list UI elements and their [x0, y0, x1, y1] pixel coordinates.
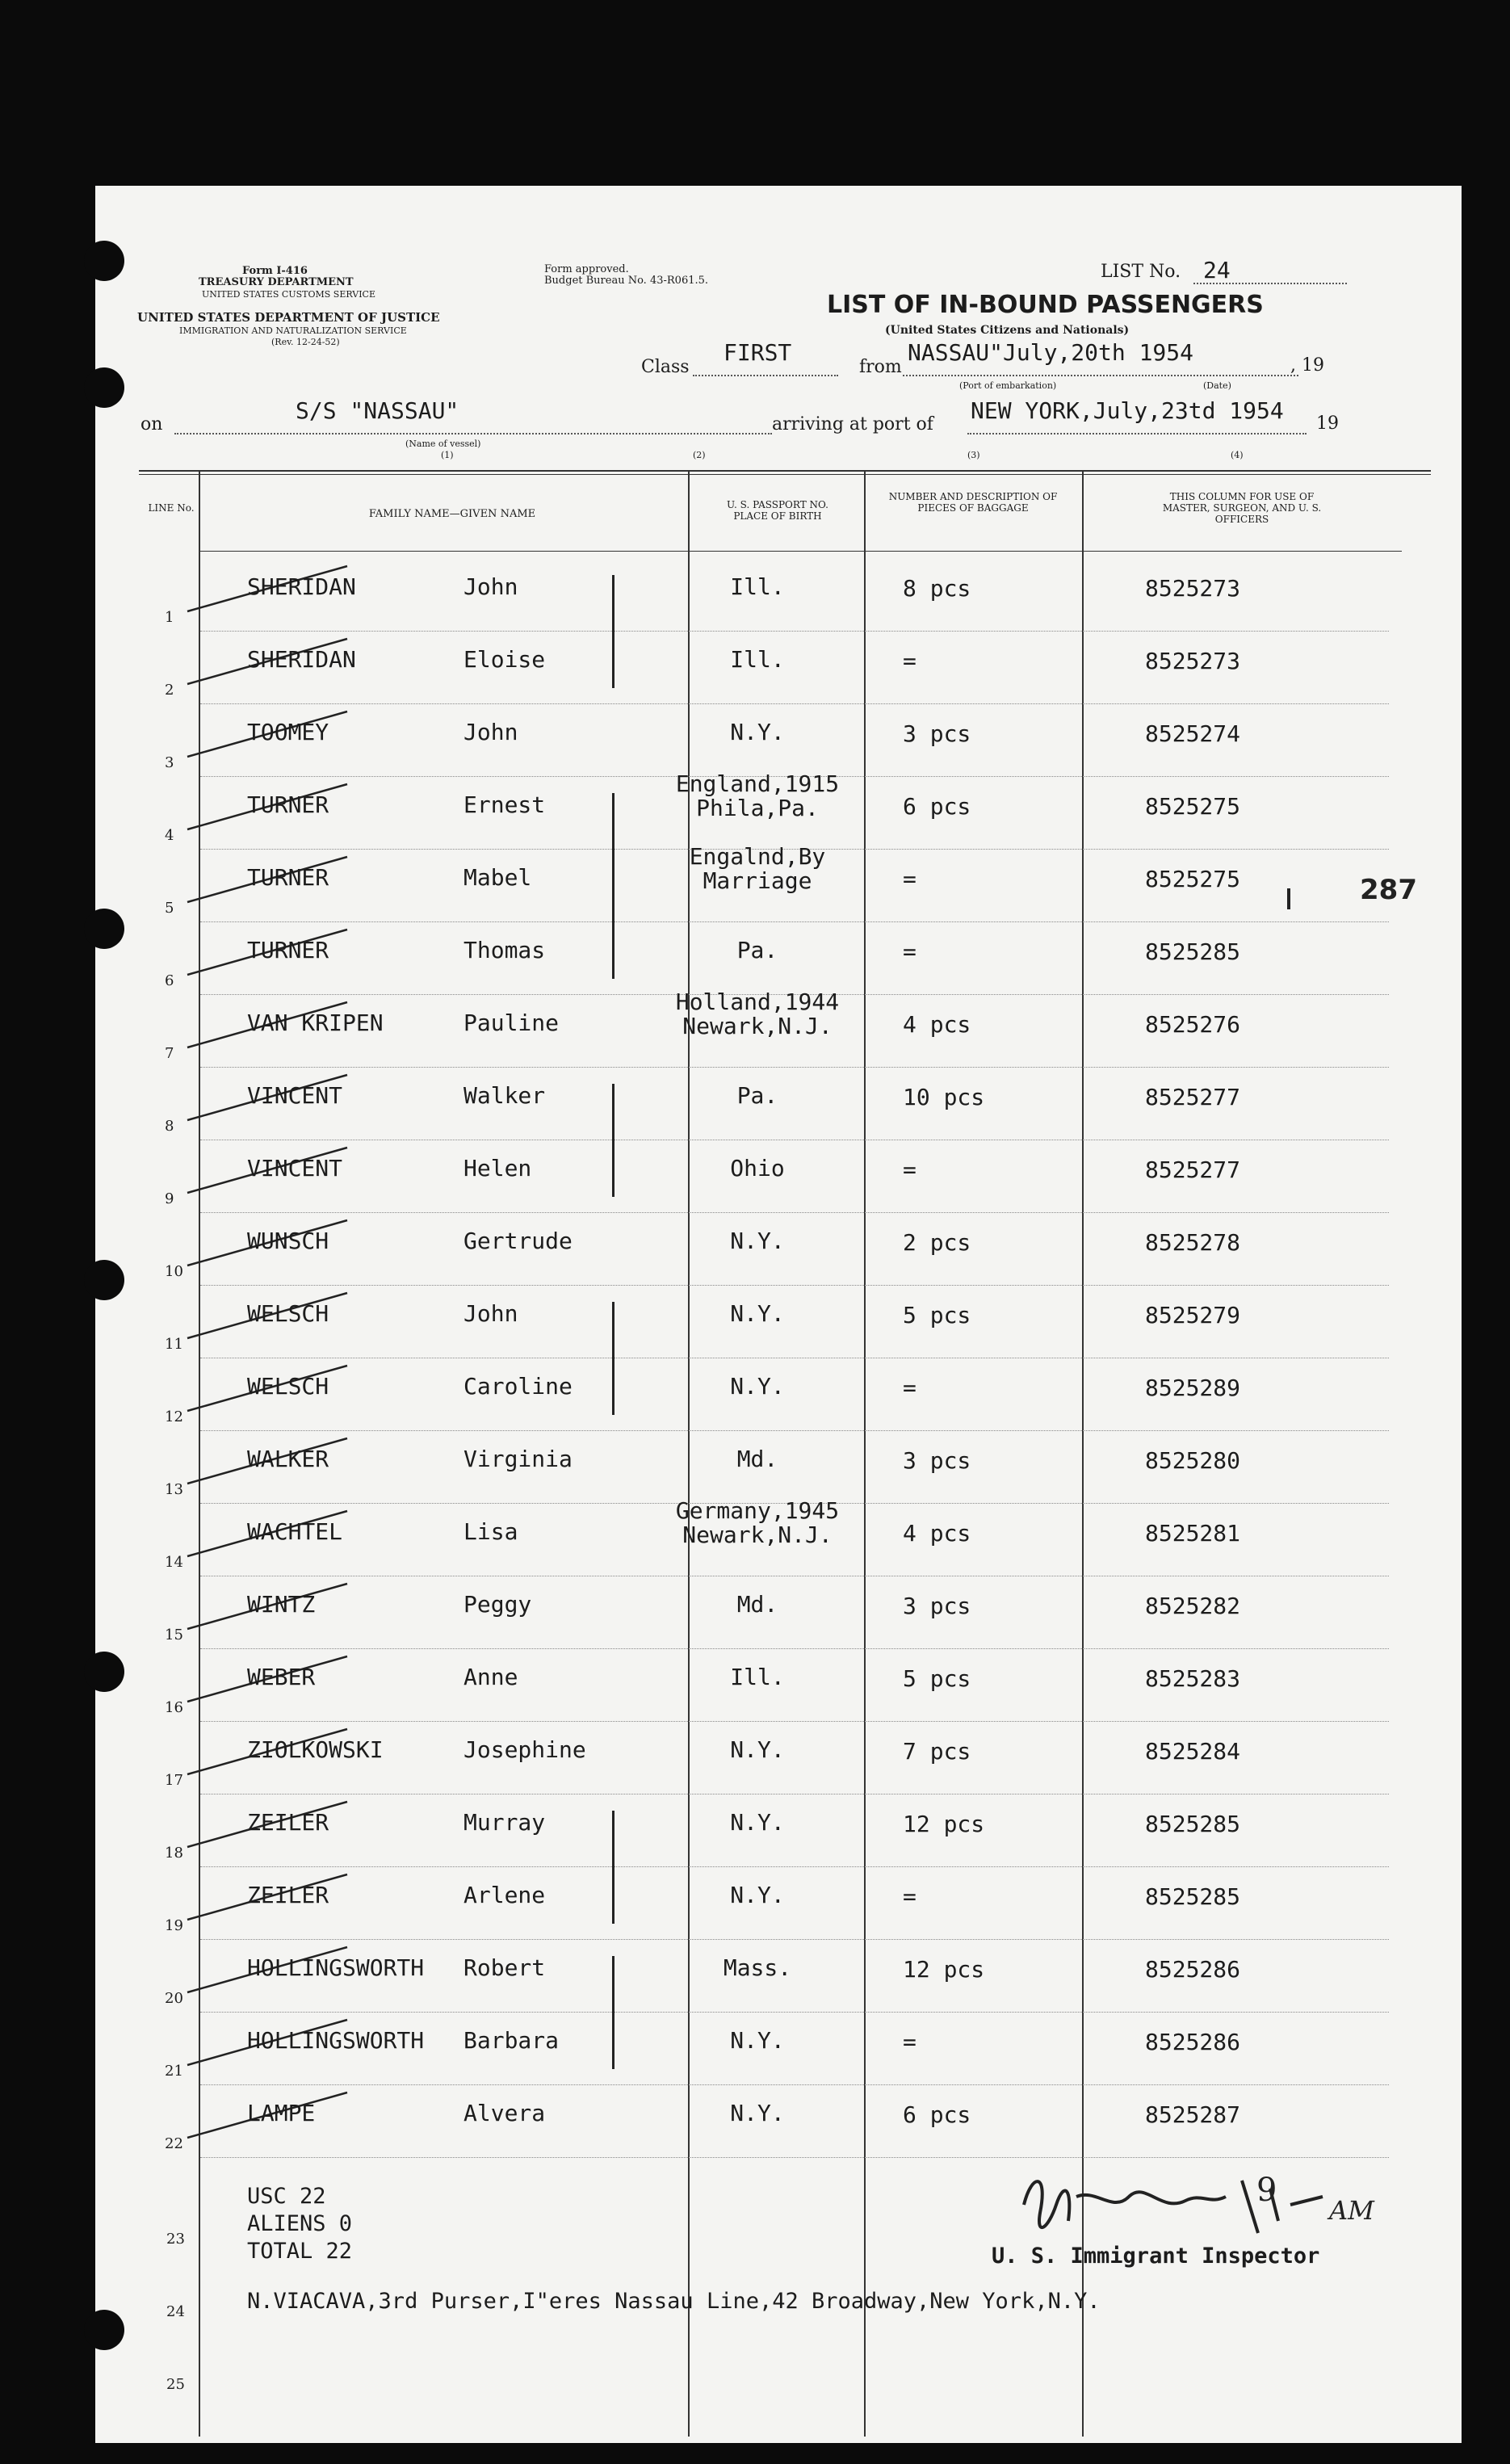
table-row: [95, 559, 1462, 632]
place-of-birth-line: Engalnd,By: [689, 843, 826, 870]
table-row: [95, 704, 1462, 777]
place-of-birth: [661, 1375, 854, 1399]
year-suffix-1: , 19: [1290, 355, 1324, 376]
table-row: [95, 1497, 1462, 1576]
family-name: ZIOLKOWSKI: [247, 1736, 384, 1763]
place-of-birth: [661, 648, 854, 672]
officer-number: 8525277: [1145, 1156, 1241, 1183]
table-row: [95, 632, 1462, 704]
line-number: 1: [165, 609, 174, 626]
on-label: on: [141, 414, 163, 434]
line-number: 19: [165, 1917, 183, 1934]
baggage-count: 4 pcs: [903, 1011, 971, 1038]
family-bracket: [612, 1811, 614, 1924]
table-row: [95, 1140, 1462, 1213]
vessel-col-num: (1): [441, 450, 454, 460]
place-of-birth-line: Newark,N.J.: [682, 1013, 833, 1039]
family-name: SHERIDAN: [247, 573, 356, 600]
table-row: [95, 2013, 1462, 2085]
baggage-count: 10 pcs: [903, 1084, 985, 1110]
table-top-rule: [139, 470, 1431, 472]
family-name: SHERIDAN: [247, 646, 356, 673]
place-of-birth: [661, 1302, 854, 1326]
officer-number: 8525285: [1145, 938, 1241, 965]
officer-number: 8525278: [1145, 1229, 1241, 1256]
place-of-birth-line: Ill.: [730, 573, 785, 600]
table-row: [95, 1431, 1462, 1504]
given-name: Pauline: [463, 1010, 560, 1036]
vessel-label: (Name of vessel): [405, 439, 481, 449]
family-name: WELSCH: [247, 1373, 329, 1400]
table-row: [95, 770, 1462, 850]
place-of-birth-line: N.Y.: [730, 2100, 785, 2126]
list-no-rule: [1193, 283, 1347, 284]
place-of-birth: [661, 1084, 854, 1108]
line-number: 22: [165, 2135, 183, 2152]
line-number: 4: [165, 827, 174, 844]
place-of-birth: [661, 2029, 854, 2053]
form-approved: Form approved.: [544, 263, 629, 275]
line-number: 10: [165, 1263, 183, 1280]
given-name: John: [463, 1300, 518, 1327]
place-of-birth: [661, 845, 854, 893]
given-name: Arlene: [463, 1882, 546, 1908]
family-name: WUNSCH: [247, 1228, 329, 1254]
line-number: 18: [165, 1845, 183, 1862]
line-number: 14: [165, 1554, 183, 1571]
baggage-count: 7 pcs: [903, 1738, 971, 1765]
table-row: [95, 1576, 1462, 1649]
family-bracket: [612, 575, 614, 688]
given-name: Thomas: [463, 937, 546, 963]
place-of-birth-line: Md.: [736, 1446, 778, 1472]
place-of-birth: [661, 772, 854, 821]
col-line-header: LINE No.: [148, 502, 195, 514]
binder-hole: [84, 1652, 124, 1692]
given-name: Gertrude: [463, 1228, 573, 1254]
place-of-birth-line: N.Y.: [730, 1300, 785, 1327]
officer-number: 8525276: [1145, 1011, 1241, 1038]
header-bottom-rule: [199, 551, 1402, 552]
table-row: [95, 1213, 1462, 1286]
place-of-birth: [661, 1811, 854, 1835]
baggage-count: 8 pcs: [903, 575, 971, 602]
place-of-birth-line: N.Y.: [730, 1882, 785, 1908]
given-name: John: [463, 719, 518, 745]
line-no-24: 24: [166, 2303, 185, 2320]
table-row: [95, 1722, 1462, 1794]
given-name: Anne: [463, 1664, 518, 1690]
inspector-label: U. S. Immigrant Inspector: [992, 2244, 1320, 2269]
baggage-count: 4 pcs: [903, 1520, 971, 1547]
officer-number: 8525275: [1145, 793, 1241, 820]
place-of-birth-line: Ohio: [730, 1155, 785, 1182]
place-of-birth: [661, 1883, 854, 1908]
year-suffix-2: 19: [1316, 413, 1339, 434]
family-bracket: [612, 1084, 614, 1197]
line-number: 2: [165, 682, 174, 699]
vessel-name: S/S "NASSAU": [296, 397, 459, 424]
class-rule: [693, 375, 838, 376]
place-of-birth: [661, 1593, 854, 1617]
table-row: [95, 843, 1462, 922]
family-bracket: [612, 1302, 614, 1415]
family-name: WACHTEL: [247, 1518, 343, 1545]
baggage-count: =: [903, 866, 916, 892]
baggage-count: 3 pcs: [903, 720, 971, 747]
baggage-count: =: [903, 648, 916, 674]
officer-number: 8525283: [1145, 1665, 1241, 1692]
line-number: 13: [165, 1481, 183, 1498]
officer-number: 8525285: [1145, 1811, 1241, 1837]
port-embark-label: (Port of embarkation): [959, 380, 1057, 391]
dept-customs: UNITED STATES CUSTOMS SERVICE: [202, 289, 375, 300]
family-bracket: [612, 1956, 614, 2069]
place-of-birth-line: N.Y.: [730, 719, 785, 745]
from-label: from: [859, 357, 902, 377]
place-of-birth-line: Marriage: [703, 867, 812, 894]
officer-number: 8525279: [1145, 1302, 1241, 1329]
officer-number: 8525289: [1145, 1375, 1241, 1401]
place-of-birth-line: Phila,Pa.: [696, 795, 819, 821]
line-number: 7: [165, 1045, 174, 1062]
family-name: LAMPE: [247, 2100, 316, 2126]
place-of-birth-line: N.Y.: [730, 2027, 785, 2054]
place-of-birth: [661, 1956, 854, 1980]
place-of-birth: [661, 1499, 854, 1547]
table-row: [95, 2085, 1462, 2158]
purser-line: N.VIACAVA,3rd Purser,I"eres Nassau Line,42 Broadway,New York,N.Y.: [247, 2289, 1101, 2314]
arriving-rule: [967, 433, 1307, 434]
family-name: HOLLINGSWORTH: [247, 2027, 425, 2054]
budget-bureau: Budget Bureau No. 43-R061.5.: [544, 275, 709, 287]
family-name: VAN KRIPEN: [247, 1010, 384, 1036]
family-name: ZEILER: [247, 1809, 329, 1836]
family-name: TURNER: [247, 864, 329, 891]
given-name: Ernest: [463, 791, 546, 818]
place-of-birth: [661, 575, 854, 599]
col-baggage-header: NUMBER AND DESCRIPTION OF PIECES OF BAGGAGE: [888, 491, 1058, 514]
place-of-birth: [661, 1665, 854, 1690]
line-number: 15: [165, 1627, 183, 1643]
line-number: 17: [165, 1772, 183, 1789]
place-of-birth-line: Pa.: [736, 1082, 778, 1109]
line-number: 12: [165, 1408, 183, 1425]
baggage-count: =: [903, 1375, 916, 1401]
form-revision: (Rev. 12-24-52): [271, 337, 340, 347]
list-no-value: 24: [1203, 257, 1231, 283]
given-name: Peggy: [463, 1591, 532, 1618]
place-of-birth: [661, 1156, 854, 1181]
binder-hole: [84, 241, 124, 281]
line-number: 5: [165, 900, 174, 917]
given-name: Caroline: [463, 1373, 573, 1400]
place-of-birth-line: N.Y.: [730, 1228, 785, 1254]
place-of-birth-line: Newark,N.J.: [682, 1522, 833, 1548]
margin-note: 287: [1360, 874, 1417, 906]
table-row: [95, 1358, 1462, 1431]
place-of-birth-line: Ill.: [730, 646, 785, 673]
table-top-rule-2: [139, 474, 1431, 475]
family-name: WELSCH: [247, 1300, 329, 1327]
place-of-birth: [661, 1229, 854, 1253]
baggage-count: 3 pcs: [903, 1447, 971, 1474]
family-name: WALKER: [247, 1446, 329, 1472]
officer-number: 8525282: [1145, 1593, 1241, 1619]
officer-number: 8525285: [1145, 1883, 1241, 1910]
table-row: [95, 989, 1462, 1068]
officer-number: 8525277: [1145, 1084, 1241, 1110]
signature-time: 9: [1256, 2172, 1277, 2209]
form-number: Form I-416: [242, 265, 308, 277]
line-number: 21: [165, 2063, 183, 2080]
table-row: [95, 1286, 1462, 1358]
from-rule: [903, 375, 1298, 376]
given-name: Barbara: [463, 2027, 560, 2054]
baggage-count: 5 pcs: [903, 1302, 971, 1329]
place-of-birth-line: Pa.: [736, 937, 778, 963]
family-bracket: [612, 793, 614, 979]
given-name: Alvera: [463, 2100, 546, 2126]
place-of-birth: [661, 1738, 854, 1762]
dept-justice: UNITED STATES DEPARTMENT OF JUSTICE: [137, 310, 440, 325]
inspector-signature: [1000, 2156, 1403, 2253]
baggage-count: 2 pcs: [903, 1229, 971, 1256]
table-row: [95, 1867, 1462, 1940]
table-row: [95, 1940, 1462, 2013]
given-name: Virginia: [463, 1446, 573, 1472]
family-name: WEBER: [247, 1664, 316, 1690]
baggage-count: 6 pcs: [903, 2101, 971, 2128]
arriving-label: arriving at port of: [772, 414, 933, 434]
dept-ins: IMMIGRATION AND NATURALIZATION SERVICE: [179, 325, 407, 336]
family-name: HOLLINGSWORTH: [247, 1954, 425, 1981]
binder-hole: [84, 1260, 124, 1300]
line-no-23: 23: [166, 2231, 185, 2248]
place-of-birth: [661, 1447, 854, 1471]
officer-number: 8525280: [1145, 1447, 1241, 1474]
baggage-count: =: [903, 1883, 916, 1910]
place-of-birth-line: England,1915: [675, 770, 840, 797]
table-row: [95, 922, 1462, 995]
col-passport-header: U. S. PASSPORT NO. PLACE OF BIRTH: [727, 499, 828, 522]
line-number: 16: [165, 1699, 183, 1716]
line-number: 3: [165, 754, 174, 771]
document-title: LIST OF IN-BOUND PASSENGERS: [827, 291, 1264, 319]
officer-number: 8525287: [1145, 2101, 1241, 2128]
place-of-birth-line: N.Y.: [730, 1809, 785, 1836]
place-of-birth: [661, 720, 854, 745]
given-name: Helen: [463, 1155, 532, 1182]
col-name-header: FAMILY NAME—GIVEN NAME: [368, 508, 536, 520]
binder-hole: [84, 909, 124, 949]
baggage-count: =: [903, 2029, 916, 2055]
margin-mark: [1287, 888, 1290, 909]
place-of-birth-line: N.Y.: [730, 1736, 785, 1763]
dept-treasury: TREASURY DEPARTMENT: [199, 276, 354, 288]
officer-number: 8525284: [1145, 1738, 1241, 1765]
given-name: John: [463, 573, 518, 600]
place-of-birth: [661, 2101, 854, 2126]
line-no-25: 25: [166, 2376, 185, 2393]
line-number: 6: [165, 972, 174, 989]
date-label: (Date): [1203, 380, 1231, 391]
officer-number: 8525273: [1145, 648, 1241, 674]
place-of-birth: [661, 938, 854, 963]
officer-number: 8525273: [1145, 575, 1241, 602]
given-name: Josephine: [463, 1736, 586, 1763]
officer-number: 8525275: [1145, 866, 1241, 892]
officer-number: 8525274: [1145, 720, 1241, 747]
from-value: NASSAU"July,20th 1954: [908, 339, 1194, 366]
line-number: 20: [165, 1990, 183, 2007]
given-name: Mabel: [463, 864, 532, 891]
baggage-count: =: [903, 938, 916, 965]
line-number: 8: [165, 1118, 174, 1135]
baggage-count: 3 pcs: [903, 1593, 971, 1619]
baggage-count: 12 pcs: [903, 1956, 985, 1983]
given-name: Robert: [463, 1954, 546, 1981]
family-name: TURNER: [247, 937, 329, 963]
baggage-count: =: [903, 1156, 916, 1183]
usc-count: USC 22: [247, 2184, 326, 2209]
given-name: Eloise: [463, 646, 546, 673]
baggage-count: 5 pcs: [903, 1665, 971, 1692]
document-subtitle: (United States Citizens and Nationals): [885, 324, 1130, 337]
total-count: TOTAL 22: [247, 2239, 353, 2264]
list-no-label: LIST No.: [1101, 262, 1181, 282]
class-value: FIRST: [724, 339, 792, 366]
given-name: Murray: [463, 1809, 546, 1836]
col-officers-header: THIS COLUMN FOR USE OF MASTER, SURGEON, AND U. S. OFFICERS: [1162, 491, 1322, 525]
binder-hole: [84, 2310, 124, 2350]
family-name: VINCENT: [247, 1155, 343, 1182]
line-number: 11: [165, 1336, 183, 1353]
baggage-count: 12 pcs: [903, 1811, 985, 1837]
document-page: [95, 186, 1462, 2443]
officer-number: 8525286: [1145, 1956, 1241, 1983]
table-row: [95, 1068, 1462, 1140]
place-of-birth-line: Md.: [736, 1591, 778, 1618]
vessel-rule: [174, 433, 772, 434]
place-of-birth-line: Holland,1944: [675, 989, 840, 1015]
given-name: Lisa: [463, 1518, 518, 1545]
given-name: Walker: [463, 1082, 546, 1109]
family-name: WINTZ: [247, 1591, 316, 1618]
officer-number: 8525281: [1145, 1520, 1241, 1547]
family-name: TOOMEY: [247, 719, 329, 745]
class-label: Class: [641, 357, 690, 377]
place-of-birth: [661, 990, 854, 1039]
col-passport-num: (2): [693, 450, 706, 460]
binder-hole: [84, 367, 124, 408]
place-of-birth-line: Mass.: [723, 1954, 792, 1981]
col-officers-num: (4): [1231, 450, 1244, 460]
place-of-birth-line: Germany,1945: [675, 1497, 840, 1524]
family-name: VINCENT: [247, 1082, 343, 1109]
place-of-birth-line: Ill.: [730, 1664, 785, 1690]
signature-am: AM: [1329, 2195, 1374, 2226]
place-of-birth-line: N.Y.: [730, 1373, 785, 1400]
family-name: TURNER: [247, 791, 329, 818]
officer-number: 8525286: [1145, 2029, 1241, 2055]
family-name: ZEILER: [247, 1882, 329, 1908]
table-row: [95, 1794, 1462, 1867]
col-baggage-num: (3): [967, 450, 980, 460]
arriving-value: NEW YORK,July,23td 1954: [971, 397, 1284, 424]
line-number: 9: [165, 1190, 174, 1207]
table-row: [95, 1649, 1462, 1722]
aliens-count: ALIENS 0: [247, 2211, 353, 2236]
baggage-count: 6 pcs: [903, 793, 971, 820]
